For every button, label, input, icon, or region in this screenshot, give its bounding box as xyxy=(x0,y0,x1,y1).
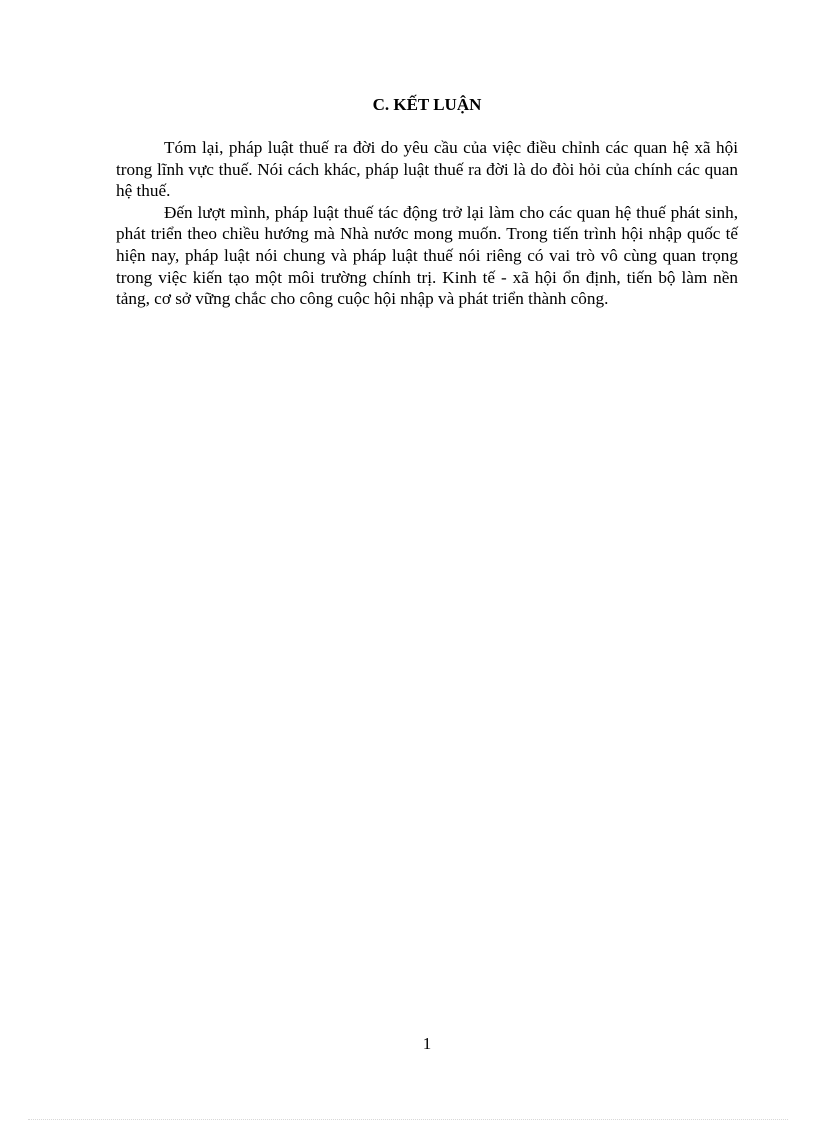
page-number: 1 xyxy=(422,1034,432,1053)
page-bottom-divider xyxy=(28,1119,788,1120)
paragraph-summary: Tóm lại, pháp luật thuế ra đời do yêu cầu của việc điều chỉnh các quan hệ xã hội trong lĩnh vực thuế. Nói cách khác, pháp luật thuế ra đời là do đòi hỏi của chính các quan hệ thuế. xyxy=(116,138,738,201)
section-heading: C. KẾT LUẬN xyxy=(372,95,482,114)
paragraph-impact: Đến lượt mình, pháp luật thuế tác động trở lại làm cho các quan hệ thuế phát sinh, phát triển theo chiều hướng mà Nhà nước mong muốn. Trong tiến trình hội nhập quốc tế hiện nay, pháp luật nói chung và pháp luật thuế nói riêng có vai trò vô cùng quan trọng trong việc kiến tạo một môi trường chính trị. Kinh tế - xã hội ổn định, tiến bộ làm nền tảng, cơ sở vững chắc cho công cuộc hội nhập và phát triển thành công. xyxy=(116,202,738,309)
body-text xyxy=(116,137,738,310)
